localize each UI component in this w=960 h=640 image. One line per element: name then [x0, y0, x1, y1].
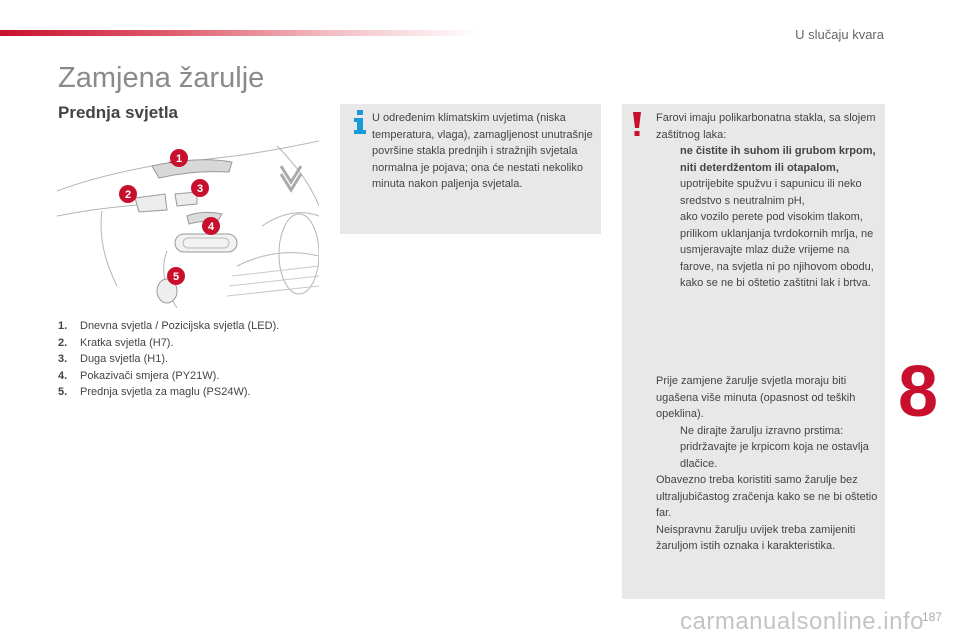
- warning-para: Obavezno treba koristiti samo žarulje bez ultraljubičastog zračenja kako se ne bi oštetio far.: [656, 474, 878, 519]
- headlight-illustration: [57, 136, 319, 308]
- warning-box: [622, 104, 885, 599]
- bulb-legend: [58, 318, 328, 401]
- list-item: ne čistite ih suhom ili grubom krpom, niti deterdžentom ili otapalom,: [680, 145, 876, 174]
- legend-item: 5. Prednja svjetla za maglu (PS24W).: [58, 386, 251, 398]
- info-text: U određenim klimatskim uvjetima (niska temperatura, vlaga), zamagljenost unutrašnje površine stakla prednjih i stražnjih svjetala normalna je pojava; ona će nestati nekoliko minuta nakon paljenja svjetala.: [372, 112, 593, 190]
- warning-intro: Farovi imaju polikarbonatna stakla, sa slojem zaštitnog laka:: [656, 112, 876, 141]
- callout-1-label: 1: [175, 153, 183, 165]
- callout-4-label: 4: [207, 221, 215, 233]
- warning-para: Prije zamjene žarulje svjetla moraju biti ugašena više minuta (opasnost od teških opeklina).: [656, 375, 856, 420]
- list-item: Ne dirajte žarulju izravno prstima: pridržavajte je krpicom koja ne ostavlja dlačice.: [680, 424, 869, 470]
- warning-para: Neispravnu žarulju uvijek treba zamijeniti žaruljom istih oznaka i karakteristika.: [656, 523, 856, 552]
- section-header: U slučaju kvara: [795, 27, 884, 42]
- warning-icon: [630, 110, 644, 138]
- list-item: upotrijebite spužvu i sapunicu ili neko sredstvo s neutralnim pH,: [680, 178, 862, 207]
- watermark: carmanualsonline.info: [680, 608, 924, 635]
- section-title: Prednja svjetla: [58, 103, 179, 122]
- callout-2-label: 2: [124, 189, 132, 201]
- page-number: 187: [921, 610, 942, 624]
- chapter-number: 8: [898, 352, 939, 432]
- legend-item: 2. Kratka svjetla (H7).: [58, 336, 174, 349]
- warning-list: [656, 143, 878, 292]
- header-accent-bar: [0, 30, 480, 36]
- warning-text: [656, 110, 878, 292]
- callout-3-label: 3: [196, 183, 204, 195]
- page-title: Zamjena žarulje: [58, 62, 265, 94]
- legend-item: 4. Pokazivači smjera (PY21W).: [58, 369, 220, 382]
- warning-text-2: [656, 373, 880, 555]
- callout-5-label: 5: [172, 271, 180, 283]
- legend-item: 3. Duga svjetla (H1).: [58, 353, 169, 365]
- info-box: [340, 104, 601, 234]
- info-icon: [350, 108, 370, 136]
- list-item: ako vozilo perete pod visokim tlakom, prilikom uklanjanja tvrdokornih mrlja, ne usmjeravajte mlaz duže vrijeme na farove, na svjetla ni po njihovom obodu, kako se ne bi oštetio zaštitni lak i brtva.: [680, 211, 874, 289]
- warning-list-2: [656, 423, 880, 473]
- legend-item: 1. Dnevna svjetla / Pozicijska svjetla (LED).: [58, 320, 280, 332]
